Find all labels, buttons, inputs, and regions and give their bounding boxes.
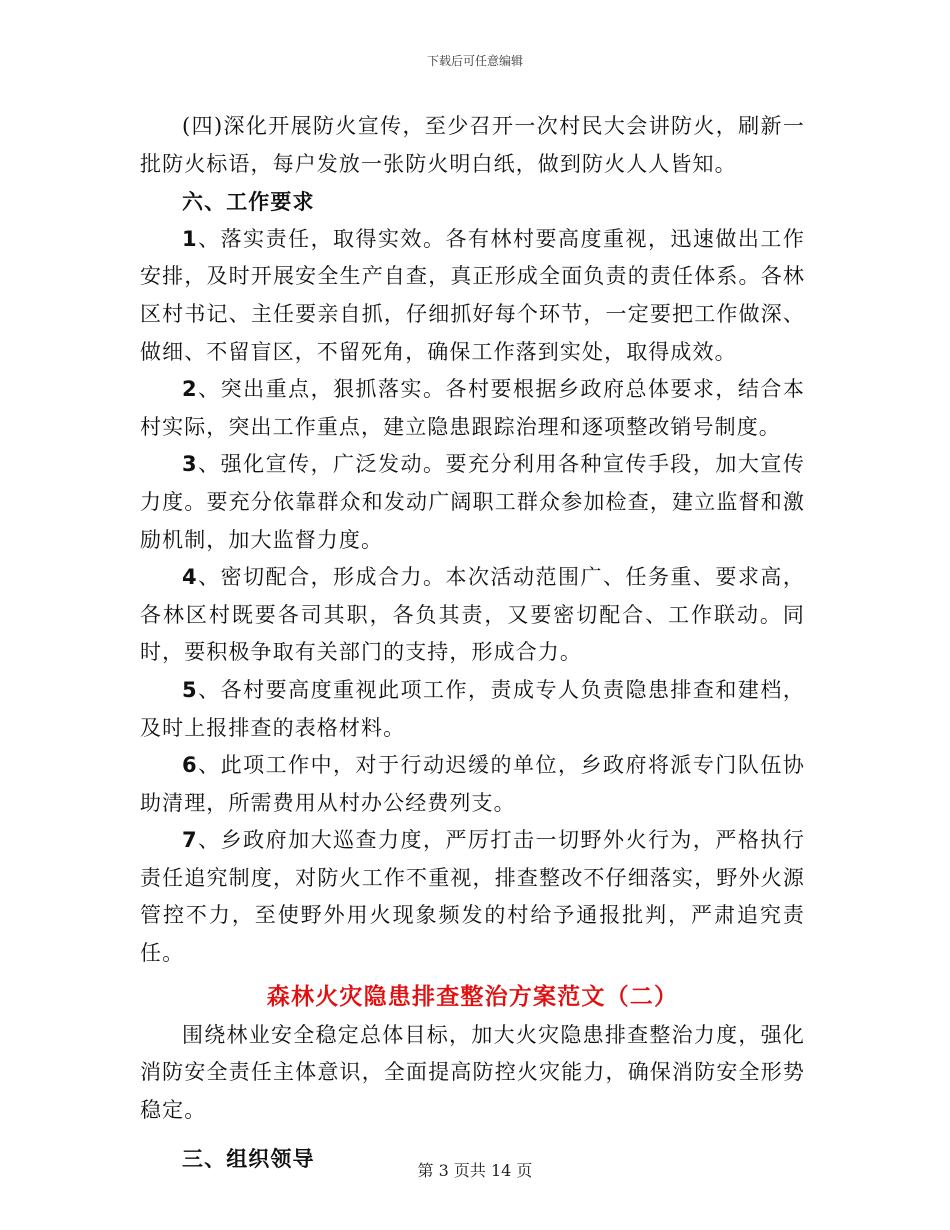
paragraph-intro: 围绕林业安全稳定总体目标，加大火灾隐患排查整治力度，强化消防安全责任主体意识，全面提高防控火灾能力，确保消防安全形势稳定。: [140, 1022, 805, 1122]
item-number: 3: [182, 452, 198, 477]
page-header: 下载后可任意编辑: [426, 54, 523, 68]
requirement-item-5: [140, 672, 805, 747]
requirement-item-4: [140, 559, 805, 672]
item-number: 4: [182, 565, 198, 590]
requirement-item-2: [140, 371, 805, 446]
item-text: 、强化宣传，广泛发动。要充分利用各种宣传手段，加大宣传力度。要充分依靠群众和发动广阔职工群众参加检查，建立监督和激励机制，加大监督力度。: [140, 452, 805, 552]
requirement-item-7: [140, 822, 805, 972]
item-text: 、此项工作中，对于行动迟缓的单位，乡政府将派专门队伍协助清理，所需费用从村办公经费列支。: [140, 753, 805, 815]
paragraph-fire-publicity: (四)深化开展防火宣传，至少召开一次村民大会讲防火，刷新一批防火标语，每户发放一张防火明白纸，做到防火人人皆知。: [140, 114, 805, 176]
item-text: 、各村要高度重视此项工作，责成专人负责隐患排查和建档，及时上报排查的表格材料。: [140, 677, 805, 740]
document-body: [140, 108, 805, 1178]
item-text: 、乡政府加大巡查力度，严厉打击一切野外火行为，严格执行责任追究制度，对防火工作不重视，排查整改不仔细落实，野外火源管控不力，至使野外用火现象频发的村给予通报批判，严肃追究责任。: [140, 828, 805, 966]
page-footer: 第 3 页共 14 页: [417, 1161, 533, 1180]
item-number: 2: [182, 377, 198, 402]
requirement-item-6: [140, 747, 805, 822]
requirement-item-1: [140, 221, 805, 371]
section-title: 森林火灾隐患排查整治方案范文（二）: [266, 982, 679, 1010]
item-text: 、突出重点，狠抓落实。各村要根据乡政府总体要求，结合本村实际，突出工作重点，建立隐患跟踪治理和逐项整改销号制度。: [140, 377, 805, 439]
item-number: 5: [182, 677, 198, 702]
heading-organization-leadership: 三、组织领导: [182, 1146, 315, 1172]
item-text: 、落实责任，取得实效。各有林村要高度重视，迅速做出工作安排，及时开展安全生产自查，真正形成全面负责的责任体系。各林区村书记、主任要亲自抓，仔细抓好每个环节，一定要把工作做深、做细、不留盲区，不留死角，确保工作落到实处，取得成效。: [140, 226, 805, 364]
item-number: 1: [182, 226, 198, 251]
item-number: 7: [182, 828, 198, 853]
requirement-item-3: [140, 446, 805, 559]
heading-work-requirements: 六、工作要求: [182, 189, 315, 215]
item-number: 6: [182, 753, 198, 778]
item-text: 、密切配合，形成合力。本次活动范围广、任务重、要求高，各林区村既要各司其职，各负其责，又要密切配合、工作联动。同时，要积极争取有关部门的支持，形成合力。: [140, 565, 805, 665]
